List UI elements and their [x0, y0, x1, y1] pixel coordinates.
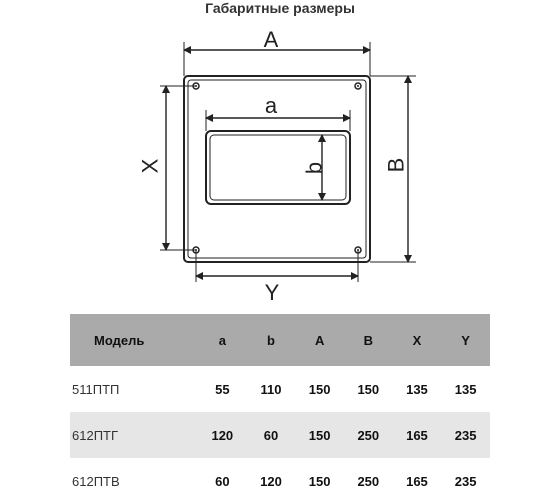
table-cell: 250	[357, 473, 380, 489]
header-model: Модель	[70, 314, 198, 366]
header-Y: Y	[441, 314, 490, 366]
dimension-A-label: A	[263, 27, 279, 52]
header-a: a	[198, 314, 247, 366]
table-cell: 235	[454, 473, 477, 489]
model-cell: 612ПТГ	[70, 412, 198, 458]
table-cell: 250	[344, 412, 393, 458]
table-cell: 135	[406, 381, 428, 397]
specs-table	[70, 314, 490, 504]
table-row	[70, 412, 490, 458]
table-row	[70, 458, 490, 504]
table-cell: 110	[260, 381, 282, 397]
table-cell: 150	[295, 412, 344, 458]
table-cell: 120	[198, 412, 247, 458]
table-header-row	[70, 314, 490, 366]
dimension-X	[138, 86, 197, 250]
model-cell: 612ПТВ	[72, 473, 120, 489]
table-cell: 55	[215, 381, 230, 397]
dimension-A	[184, 27, 370, 76]
dimension-b-label: b	[301, 161, 327, 175]
dimension-Y-label: Y	[264, 280, 280, 305]
table-cell: 235	[441, 412, 490, 458]
table-cell: 120	[260, 473, 282, 489]
header-B: B	[344, 314, 393, 366]
table-cell: 150	[308, 381, 331, 397]
model-cell: 511ПТП	[72, 381, 120, 397]
inner-opening	[206, 131, 350, 204]
table-cell: 150	[357, 381, 380, 397]
dimension-a-label: a	[264, 93, 278, 118]
dimension-a	[206, 93, 350, 131]
dimension-b	[302, 135, 327, 200]
page-title: Габаритные размеры	[205, 0, 355, 16]
header-b: b	[247, 314, 296, 366]
dimension-B	[370, 76, 416, 262]
dimension-X-label: X	[137, 158, 163, 174]
table-cell: 165	[393, 412, 442, 458]
table-cell: 150	[308, 473, 331, 489]
table-cell: 60	[247, 412, 296, 458]
header-A: A	[295, 314, 344, 366]
table-cell: 165	[406, 473, 428, 489]
header-X: X	[393, 314, 442, 366]
table-row	[70, 366, 490, 412]
table-cell: 60	[215, 473, 230, 489]
dimension-B-label: B	[383, 157, 409, 173]
table-cell: 135	[454, 381, 477, 397]
